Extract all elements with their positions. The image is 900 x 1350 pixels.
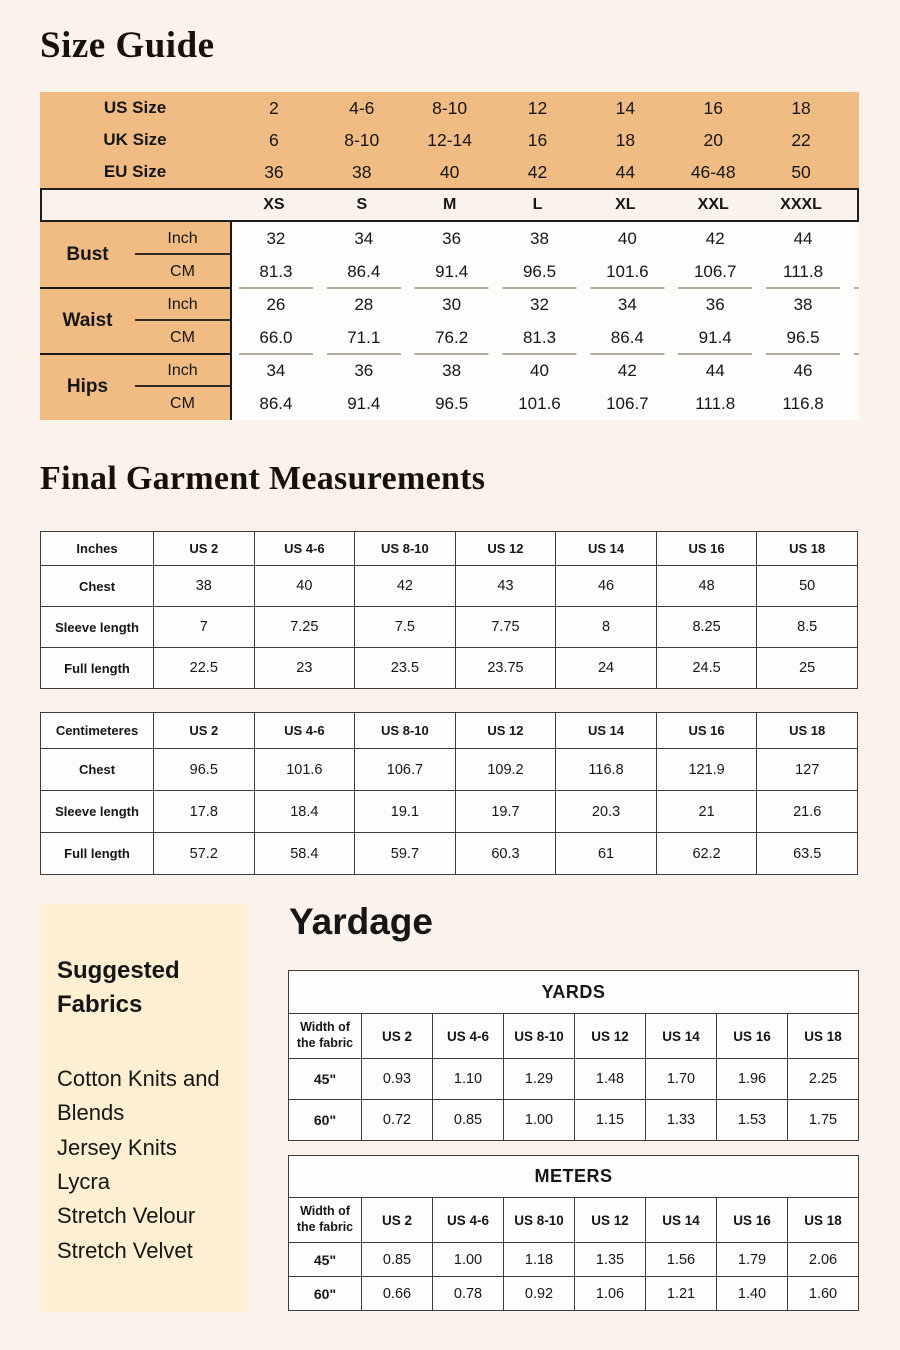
cell: 8	[556, 607, 657, 648]
col-header: US 14	[646, 1198, 717, 1243]
fabric-item: Cotton Knits and Blends	[57, 1066, 220, 1126]
cell: 96.5	[435, 393, 469, 413]
col-header: US 2	[154, 713, 255, 749]
col-header: US 14	[646, 1014, 717, 1059]
page-title: Size Guide	[40, 25, 215, 66]
cell: 23.5	[355, 648, 456, 689]
cell: 50	[757, 566, 858, 607]
cell: 22.5	[154, 648, 255, 689]
cell: 44	[793, 228, 813, 248]
cell: 76.2	[435, 327, 469, 347]
cell: 81.3	[259, 261, 293, 281]
cell: 1.15	[575, 1100, 646, 1141]
cell: 38	[530, 228, 549, 248]
col-header: US 8-10	[355, 532, 456, 566]
col-header: US 16	[656, 532, 757, 566]
section-values	[230, 354, 859, 420]
col-header: US 18	[788, 1014, 859, 1059]
width-header: Width of the fabric	[289, 1198, 362, 1243]
cell: 86.4	[259, 393, 293, 413]
width-header: Width of the fabric	[289, 1014, 362, 1059]
cell: 1.00	[504, 1100, 575, 1141]
cell: 1.70	[646, 1059, 717, 1100]
col-header: US 8-10	[504, 1198, 575, 1243]
cell: 23.75	[455, 648, 556, 689]
unit-inch-label: Inch	[135, 354, 230, 387]
col-header: US 18	[757, 713, 858, 749]
cell: 1.40	[717, 1277, 788, 1311]
cell: 36	[442, 228, 462, 248]
cell: 16	[703, 97, 723, 118]
cell: 7.75	[455, 607, 556, 648]
cell: 0.78	[433, 1277, 504, 1311]
col-header: US 4-6	[254, 713, 355, 749]
row-label: Full length	[41, 648, 154, 689]
cell: 48	[656, 566, 757, 607]
section-values	[230, 222, 859, 288]
unit-inch-label: Inch	[135, 222, 230, 255]
cell: 0.85	[362, 1243, 433, 1277]
cell: 20	[703, 129, 723, 150]
cell: 14	[615, 97, 636, 118]
cell: 1.79	[717, 1243, 788, 1277]
cell: M	[442, 196, 457, 213]
cell: 7.25	[254, 607, 355, 648]
col-header: US 12	[455, 532, 556, 566]
col-header: US 4-6	[254, 532, 355, 566]
col-header: US 2	[362, 1014, 433, 1059]
cell: 4-6	[349, 97, 375, 118]
cell: 116.8	[782, 393, 824, 413]
cell: XL	[615, 196, 636, 213]
cell: 23	[254, 648, 355, 689]
cell: 61	[556, 833, 657, 875]
cell: 1.35	[575, 1243, 646, 1277]
cell: 60.3	[455, 833, 556, 875]
cell: 2.25	[788, 1059, 859, 1100]
cell: 36	[264, 161, 284, 182]
section-label: Waist	[40, 288, 135, 354]
cell: 18	[615, 129, 636, 150]
cell: 86.4	[610, 327, 644, 347]
cell: 8-10	[432, 97, 468, 118]
row-label: UK Size	[103, 130, 167, 149]
col-header: US 4-6	[433, 1014, 504, 1059]
cell: 1.96	[717, 1059, 788, 1100]
unit-header: Inches	[41, 532, 154, 566]
cell: 0.93	[362, 1059, 433, 1100]
cell: 0.85	[433, 1100, 504, 1141]
section-label: Bust	[40, 222, 135, 288]
row-label: Full length	[41, 833, 154, 875]
row-label: 60"	[289, 1100, 362, 1141]
row-label: Chest	[41, 749, 154, 791]
cell: 46	[556, 566, 657, 607]
garment-centimeters-table	[40, 712, 858, 875]
cell: 40	[254, 566, 355, 607]
table-caption: METERS	[289, 1156, 859, 1198]
cell: 106.7	[355, 749, 456, 791]
cell: 46	[793, 360, 813, 380]
cell: 24	[556, 648, 657, 689]
col-header: US 16	[656, 713, 757, 749]
unit-labels	[135, 354, 230, 420]
body-measurement-table	[40, 222, 859, 420]
cell: XXL	[697, 196, 729, 213]
col-header: US 12	[455, 713, 556, 749]
col-header: US 12	[575, 1014, 646, 1059]
cell: 30	[442, 294, 462, 314]
cell: 18.4	[254, 791, 355, 833]
meters-table	[288, 1155, 859, 1311]
cell: 19.1	[355, 791, 456, 833]
cell: 28	[354, 294, 374, 314]
cell: 40	[530, 360, 549, 380]
cell: 20.3	[556, 791, 657, 833]
yards-table	[288, 970, 859, 1141]
garment-measurements-title: Final Garment Measurements	[40, 460, 486, 497]
cell: 1.10	[433, 1059, 504, 1100]
cell: 21	[656, 791, 757, 833]
hips-section	[40, 354, 859, 420]
cell: 0.92	[504, 1277, 575, 1311]
cell: 24.5	[656, 648, 757, 689]
cell: 101.6	[518, 393, 561, 413]
cell: 1.00	[433, 1243, 504, 1277]
cell: 71.1	[347, 327, 381, 347]
cell: 91.4	[698, 327, 732, 347]
cell: 91.4	[435, 261, 469, 281]
col-header: US 16	[717, 1198, 788, 1243]
row-label: 45"	[289, 1059, 362, 1100]
cell: XS	[263, 196, 285, 213]
fabrics-title: Suggested Fabrics	[57, 957, 180, 1019]
cell: 111.8	[695, 393, 736, 413]
row-label: US Size	[103, 98, 167, 117]
cell: 32	[266, 228, 286, 248]
col-header: US 18	[757, 532, 858, 566]
cell: 36	[705, 294, 725, 314]
cell: 42	[527, 161, 548, 182]
cell: 44	[615, 161, 636, 182]
cell: 50	[791, 161, 811, 182]
cell: 34	[266, 360, 286, 380]
col-header: US 2	[362, 1198, 433, 1243]
international-size-table	[40, 92, 859, 188]
unit-inch-label: Inch	[135, 288, 230, 321]
row-label: Sleeve length	[41, 607, 154, 648]
cell: 109.2	[455, 749, 556, 791]
cell: 8-10	[344, 129, 380, 150]
col-header: US 14	[556, 532, 657, 566]
cell: 38	[352, 161, 372, 182]
cell: 1.18	[504, 1243, 575, 1277]
section-label: Hips	[40, 354, 135, 420]
yardage-title: Yardage	[289, 901, 433, 942]
cell: 1.29	[504, 1059, 575, 1100]
cell: 34	[354, 228, 374, 248]
waist-section	[40, 288, 859, 354]
cell: 40	[439, 161, 460, 182]
unit-header: Centimeteres	[41, 713, 154, 749]
unit-labels	[135, 288, 230, 354]
cell: 38	[442, 360, 462, 380]
cell: 66.0	[259, 327, 293, 347]
cell: 1.06	[575, 1277, 646, 1311]
cell: 1.60	[788, 1277, 859, 1311]
cell: 17.8	[154, 791, 255, 833]
cell: 12	[527, 97, 548, 118]
cell: 7.5	[355, 607, 456, 648]
row-label: Chest	[41, 566, 154, 607]
cell: 0.72	[362, 1100, 433, 1141]
cell: 8.25	[656, 607, 757, 648]
fabric-item: Lycra	[57, 1169, 110, 1195]
cell: 40	[617, 228, 637, 248]
cell: 7	[154, 607, 255, 648]
cell: 42	[705, 228, 725, 248]
row-label: 45"	[289, 1243, 362, 1277]
cell: 36	[354, 360, 374, 380]
cell: 1.56	[646, 1243, 717, 1277]
cell: 1.75	[788, 1100, 859, 1141]
cell: S	[356, 196, 368, 213]
cell: 96.5	[154, 749, 255, 791]
cell: 106.7	[606, 393, 649, 413]
cell: 12-14	[427, 129, 473, 150]
col-header: US 16	[717, 1014, 788, 1059]
col-header: US 4-6	[433, 1198, 504, 1243]
fabric-item: Stretch Velvet	[57, 1237, 193, 1263]
cell: 44	[705, 360, 725, 380]
cell: 57.2	[154, 833, 255, 875]
row-label: 60"	[289, 1277, 362, 1311]
cell: 101.6	[254, 749, 355, 791]
cell: 25	[757, 648, 858, 689]
bust-section	[40, 222, 859, 288]
garment-inches-table	[40, 531, 858, 689]
cell: 19.7	[455, 791, 556, 833]
cell: 96.5	[786, 327, 820, 347]
cell: 111.8	[783, 261, 824, 281]
col-header: US 8-10	[355, 713, 456, 749]
cell: L	[532, 196, 543, 213]
cell: 22	[791, 129, 811, 150]
cell: 42	[355, 566, 456, 607]
cell: 116.8	[556, 749, 657, 791]
cell: 32	[530, 294, 549, 314]
cell: 38	[154, 566, 255, 607]
cell: 127	[757, 749, 858, 791]
cell: 42	[617, 360, 637, 380]
col-header: US 2	[154, 532, 255, 566]
cell: 38	[793, 294, 813, 314]
section-values	[230, 288, 859, 354]
cell: 62.2	[656, 833, 757, 875]
cell: 46-48	[690, 161, 736, 182]
cell: 1.21	[646, 1277, 717, 1311]
table-caption: YARDS	[289, 971, 859, 1014]
cell: 96.5	[522, 261, 557, 281]
col-header: US 18	[788, 1198, 859, 1243]
cell: 1.53	[717, 1100, 788, 1141]
row-label: Sleeve length	[41, 791, 154, 833]
cell: 16	[527, 129, 548, 150]
cell: 101.6	[606, 261, 649, 281]
cell: 34	[617, 294, 637, 314]
fabric-item: Jersey Knits	[57, 1134, 177, 1160]
cell: 86.4	[347, 261, 381, 281]
unit-labels	[135, 222, 230, 288]
unit-cm-label: CM	[170, 394, 195, 412]
cell: 106.7	[693, 261, 737, 281]
suggested-fabrics-panel	[41, 904, 247, 1312]
cell: 63.5	[757, 833, 858, 875]
cell: 121.9	[656, 749, 757, 791]
cell: 81.3	[522, 327, 557, 347]
cell: 2	[269, 97, 279, 118]
cell: 0.66	[362, 1277, 433, 1311]
cell: 2.06	[788, 1243, 859, 1277]
cell: 8.5	[757, 607, 858, 648]
fabric-item: Stretch Velour	[57, 1203, 196, 1229]
col-header: US 12	[575, 1198, 646, 1243]
cell: 1.33	[646, 1100, 717, 1141]
cell: 26	[266, 294, 286, 314]
cell: 91.4	[347, 393, 381, 413]
cell: 58.4	[254, 833, 355, 875]
letter-size-row	[40, 188, 859, 222]
cell: 6	[269, 129, 279, 150]
cell: 18	[791, 97, 811, 118]
col-header: US 8-10	[504, 1014, 575, 1059]
cell: 1.48	[575, 1059, 646, 1100]
cell: XXXL	[780, 196, 822, 213]
cell: 43	[455, 566, 556, 607]
row-label: EU Size	[103, 162, 167, 181]
unit-cm-label: CM	[170, 262, 195, 280]
cell: 59.7	[355, 833, 456, 875]
unit-cm-label: CM	[170, 328, 195, 346]
cell: 21.6	[757, 791, 858, 833]
col-header: US 14	[556, 713, 657, 749]
